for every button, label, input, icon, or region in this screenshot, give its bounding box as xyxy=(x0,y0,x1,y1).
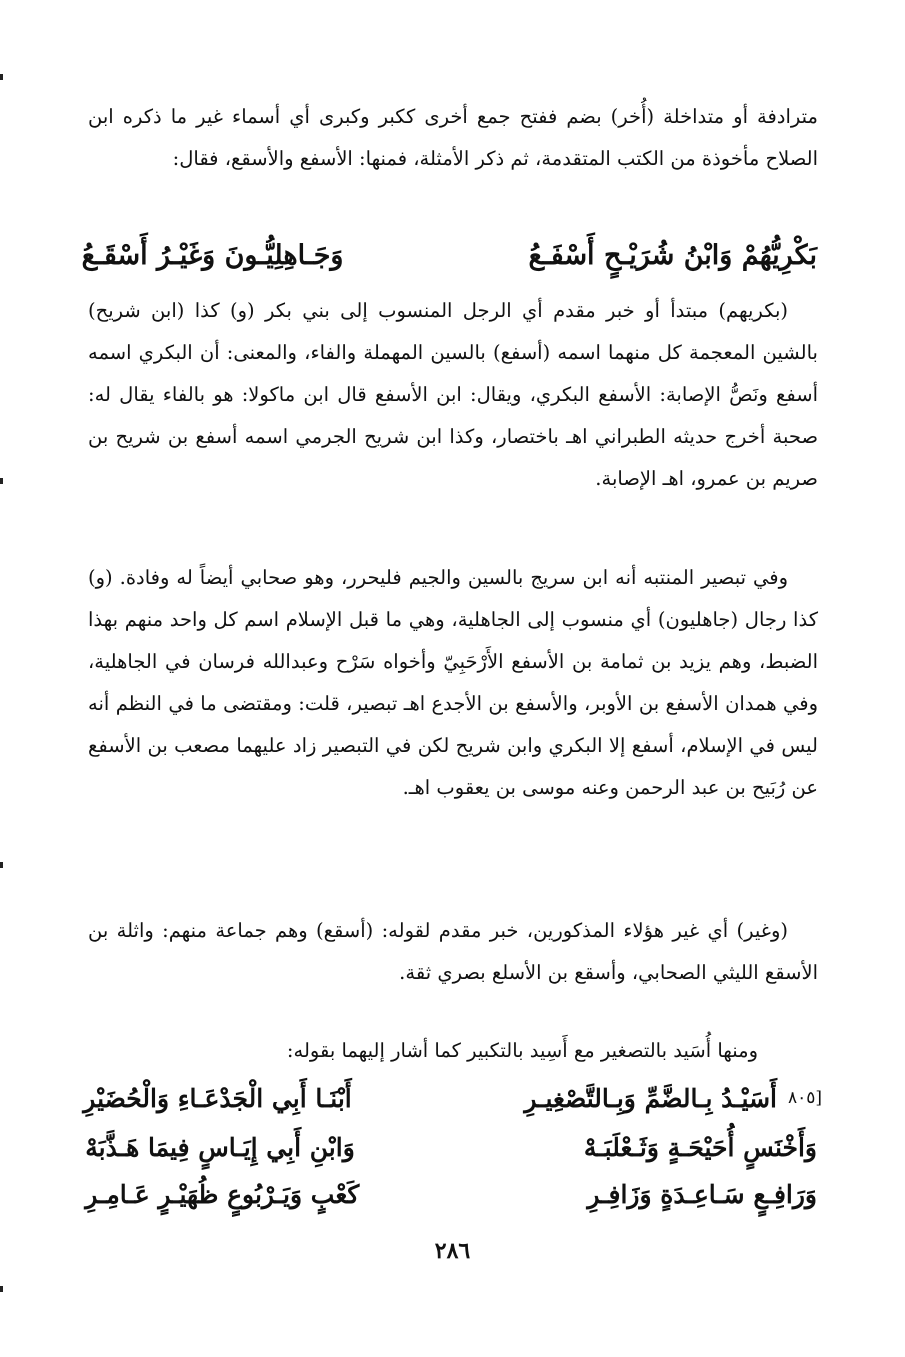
margin-mark-top xyxy=(0,74,3,80)
verse-hemistich-first: أَسَيْـدُ بِـالضَّمِّ وَبِـالتَّصْغِيـرِ xyxy=(524,1084,777,1113)
verse-main xyxy=(81,240,817,271)
page-number: ٢٨٦ xyxy=(434,1238,471,1264)
verse-hemistich-first: وَأَخْنَسٍ أُحَيْحَـةٍ وَثَـعْلَبَـهْ xyxy=(583,1133,817,1162)
verse-hemistich-second: وَابْنِ أَبِي إِيَـاسٍ فِيمَا هَـذَّبَهْ xyxy=(85,1133,355,1162)
paragraph-text: ومنها أُسَيد بالتصغير مع أَسِيد بالتكبير كما أشار إليهما بقوله: xyxy=(286,1039,758,1062)
verse-hemistich-second: كَعْبٍ وَيَـرْبُوعٍ ظُهَيْـرٍ عَـامِـرِ xyxy=(85,1180,360,1209)
paragraph-commentary-1 xyxy=(88,290,818,500)
paragraph-text: (وغير) أي غير هؤلاء المذكورين، خبر مقدم لقوله: (أسقع) وهم جماعة منهم: واثلة بن الأسقع الليثي الصحابي، وأسقع بن الأسلع بصري ثقة. xyxy=(88,919,818,984)
paragraph-text: وفي تبصير المنتبه أنه ابن سريج بالسين والجيم فليحرر، وهو صحابي أيضاً له وفادة. (و) كذا رجال (جاهليون) أي منسوب إلى الجاهلية، وهي ما قبل الإسلام اسم كل واحد منهم بهذا الضبط، وهم يزيد بن ثمامة بن الأسفع الأَرْحَبِيّ وأخواه سَرْح وعبدالله فرسان في الجاهلية، وفي همدان الأسفع بن الأوبر، والأسفع بن الأجدع اهـ تبصير، قلت: ومقتضى ما في النظم أنه ليس في الإسلام، أسفع إلا البكري وابن شريح لكن في التبصير زاد عليهما مصعب بن الأسفع عن رُبَيح بن عبد الرحمن وعنه موسى بن يعقوب اهـ. xyxy=(88,566,818,799)
margin-mark-lower xyxy=(0,862,3,868)
paragraph-text: مترادفة أو متداخلة (أُخر) بضم ففتح جمع أخرى ككبر وكبرى أي أسماء غير ما ذكره ابن الصلاح مأخوذة من الكتب المتقدمة، ثم ذكر الأمثلة، فمنها: الأسفع والأسقع، فقال: xyxy=(88,105,818,170)
verse-number: [٨٠٥ xyxy=(788,1088,823,1108)
verse-line-1 xyxy=(83,1084,777,1113)
verse-line-2 xyxy=(87,1133,817,1162)
paragraph-commentary-3 xyxy=(88,910,818,994)
paragraph-intro-verse xyxy=(88,1030,818,1072)
margin-mark-bottom xyxy=(0,1286,3,1292)
paragraph-intro xyxy=(88,96,818,180)
verse-hemistich-first: وَرَافِـعٍ سَـاعِـدَةٍ وَزَافِـرِ xyxy=(587,1180,817,1209)
paragraph-commentary-2 xyxy=(88,557,818,809)
verse-hemistich-second: أَبْنَـا أَبِي الْجَدْعَـاءِ وَالْحُضَيْرِ xyxy=(83,1084,352,1113)
verse-hemistich-second: وَجَـاهِلِيُّـونَ وَغَيْـرُ أَسْقَـعُ xyxy=(81,240,344,271)
margin-mark-middle xyxy=(0,478,3,484)
verse-line-3 xyxy=(87,1180,817,1209)
verse-hemistich-first: بَكْرِيُّهُمْ وَابْنُ شُرَيْـحٍ أَسْفَـعُ xyxy=(528,240,817,271)
paragraph-text: (بكريهم) مبتدأ أو خبر مقدم أي الرجل المنسوب إلى بني بكر (و) كذا (ابن شريح) بالشين المعجمة كل منهما اسمه (أسفع) بالسين المهملة والفاء، والمعنى: أن البكري اسمه أسفع ونَصُّ الإصابة: الأسفع البكري، ويقال: ابن الأسفع قال ابن ماكولا: هو بالفاء يقال له: صحبة أخرج حديثه الطبراني اهـ باختصار، وكذا ابن شريح الجرمي اسمه أسفع بن شريح بن صريم بن عمرو، اهـ الإصابة. xyxy=(88,299,818,490)
